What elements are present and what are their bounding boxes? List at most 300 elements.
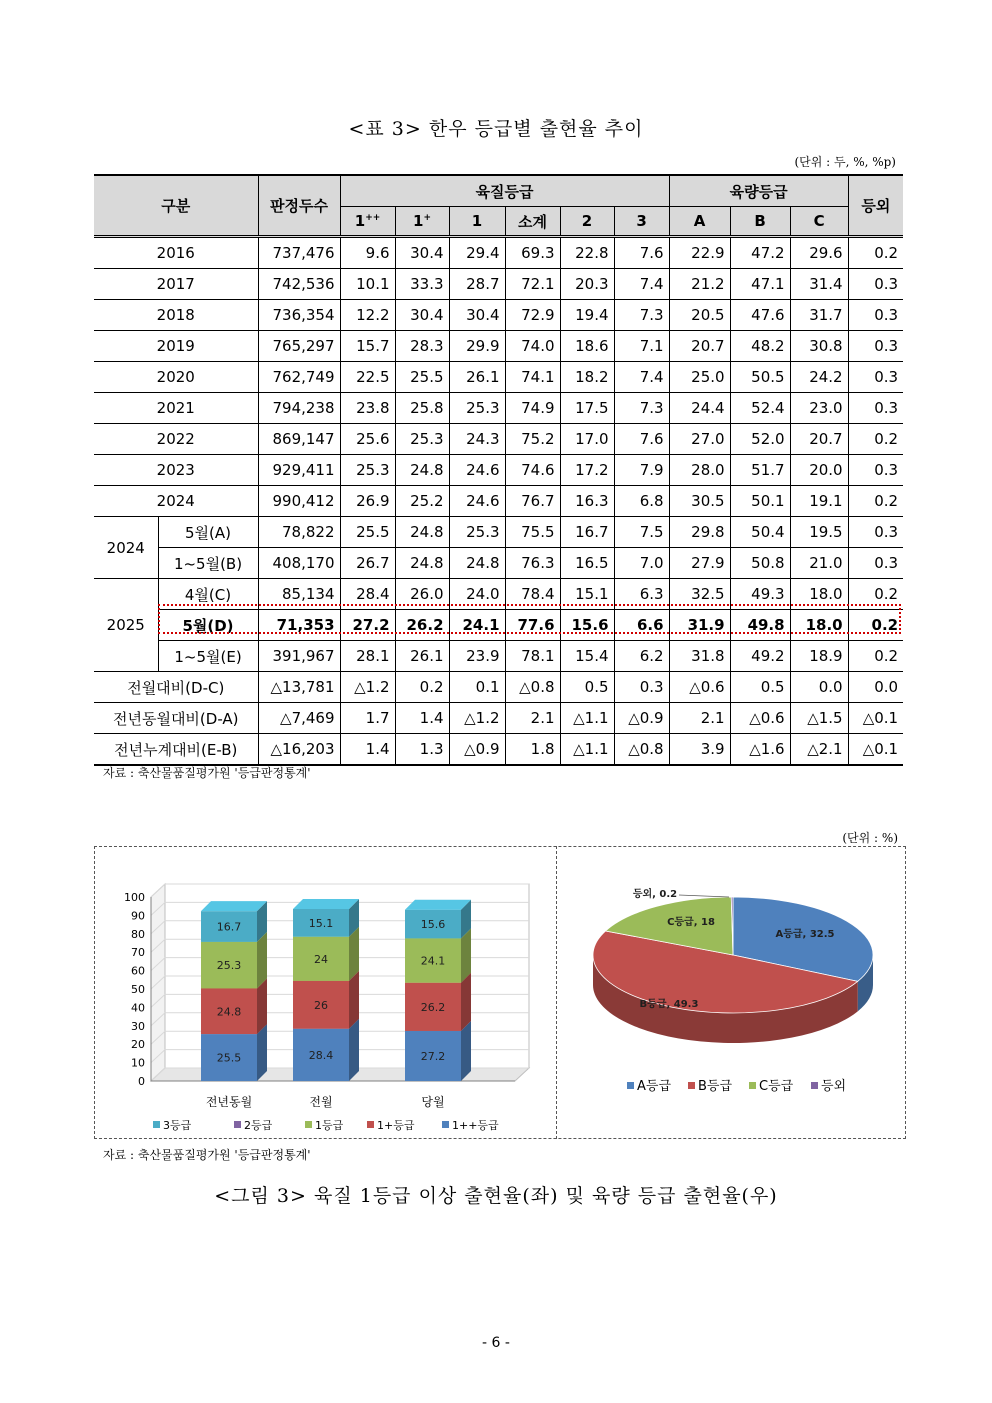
table-cell: 30.5 xyxy=(669,486,730,517)
table-cell: 25.0 xyxy=(669,362,730,393)
table-cell: 742,536 xyxy=(258,269,340,300)
bar-data-label: 25.3 xyxy=(216,959,242,973)
table-cell: 72.9 xyxy=(505,300,560,331)
table-cell: 26.9 xyxy=(340,486,395,517)
table-cell: 24.1 xyxy=(449,610,505,641)
table-cell: 0.2 xyxy=(848,486,903,517)
table-cell: 0.2 xyxy=(848,641,903,672)
table-cell: 25.2 xyxy=(395,486,449,517)
table-cell: 869,147 xyxy=(258,424,340,455)
table-cell: 17.5 xyxy=(560,393,614,424)
table-cell: △0.8 xyxy=(614,734,669,766)
pie-data-label: C등급, 18 xyxy=(667,917,715,928)
row-label: 4월(C) xyxy=(158,579,258,610)
table-cell: 9.6 xyxy=(340,237,395,269)
row-label: 2016 xyxy=(94,237,258,269)
table-cell: 3.9 xyxy=(669,734,730,766)
table-cell: 26.2 xyxy=(395,610,449,641)
row-label: 2019 xyxy=(94,331,258,362)
table-row xyxy=(94,548,903,579)
table-cell: △0.9 xyxy=(614,703,669,734)
legend-swatch xyxy=(442,1121,449,1128)
header-1pp: 1++ xyxy=(340,207,395,237)
table-cell: 18.2 xyxy=(560,362,614,393)
table-cell: 20.3 xyxy=(560,269,614,300)
x-category-label: 당월 xyxy=(421,1095,445,1109)
table-row xyxy=(94,517,903,548)
table-cell: 0.3 xyxy=(848,517,903,548)
y-tick-label: 0 xyxy=(138,1075,145,1088)
table-row xyxy=(94,331,903,362)
table-cell: 0.2 xyxy=(848,237,903,269)
table-cell: 10.1 xyxy=(340,269,395,300)
table-cell: 0.5 xyxy=(560,672,614,703)
row-label: 전년누계대비(E-B) xyxy=(94,734,258,766)
table-cell: 22.8 xyxy=(560,237,614,269)
table-cell: 78.4 xyxy=(505,579,560,610)
table-cell: 26.1 xyxy=(449,362,505,393)
table-cell: 7.4 xyxy=(614,362,669,393)
table-cell: 27.2 xyxy=(340,610,395,641)
legend-label: 등외 xyxy=(821,1079,847,1094)
table-cell: 16.7 xyxy=(560,517,614,548)
bar-segment-top xyxy=(293,899,359,909)
table-cell: 33.3 xyxy=(395,269,449,300)
table-cell: △0.8 xyxy=(505,672,560,703)
table-row xyxy=(94,734,903,766)
table-cell: 24.3 xyxy=(449,424,505,455)
y-tick-label: 20 xyxy=(131,1038,145,1052)
bar-segment-side xyxy=(257,1024,267,1081)
table-cell: 24.2 xyxy=(790,362,848,393)
row-label: 1~5월(B) xyxy=(158,548,258,579)
table-cell: 7.3 xyxy=(614,300,669,331)
table-cell: 31.7 xyxy=(790,300,848,331)
table-cell: 20.0 xyxy=(790,455,848,486)
table-cell: 408,170 xyxy=(258,548,340,579)
table-cell: 30.4 xyxy=(449,300,505,331)
figure-source: 자료 : 축산물품질평가원 '등급판정통계' xyxy=(103,1148,311,1162)
table-title: <표 3> 한우 등급별 출현율 추이 xyxy=(348,118,644,140)
table-cell: 24.4 xyxy=(669,393,730,424)
group-year: 2024 xyxy=(94,517,158,579)
table-cell: 0.3 xyxy=(848,331,903,362)
table-cell: 31.9 xyxy=(669,610,730,641)
table-cell: 28.0 xyxy=(669,455,730,486)
row-label: 전월대비(D-C) xyxy=(94,672,258,703)
table-cell: 7.6 xyxy=(614,237,669,269)
table-cell: 0.2 xyxy=(848,610,903,641)
table-cell: 0.0 xyxy=(848,672,903,703)
table-cell: 50.8 xyxy=(730,548,790,579)
table-cell: 25.5 xyxy=(340,517,395,548)
table-cell: 6.8 xyxy=(614,486,669,517)
table-cell: 18.6 xyxy=(560,331,614,362)
table-cell: 77.6 xyxy=(505,610,560,641)
figure-unit: (단위 : %) xyxy=(842,831,898,845)
table-cell: 26.0 xyxy=(395,579,449,610)
table-cell: 28.3 xyxy=(395,331,449,362)
legend-swatch xyxy=(688,1082,695,1089)
table-cell: 24.8 xyxy=(449,548,505,579)
bar-data-label: 15.1 xyxy=(308,916,334,930)
table-cell: 929,411 xyxy=(258,455,340,486)
y-tick-label: 70 xyxy=(131,946,145,960)
table-cell: 0.3 xyxy=(848,362,903,393)
table-cell: 24.8 xyxy=(395,517,449,548)
table-cell: 18.9 xyxy=(790,641,848,672)
table-cell: 0.3 xyxy=(848,455,903,486)
table-cell: 0.2 xyxy=(395,672,449,703)
table-cell: 0.3 xyxy=(848,300,903,331)
legend-label: 1등급 xyxy=(315,1119,344,1132)
table-cell: 76.3 xyxy=(505,548,560,579)
table-cell: 7.4 xyxy=(614,269,669,300)
table-cell: 29.6 xyxy=(790,237,848,269)
table-cell: 23.8 xyxy=(340,393,395,424)
pie-chart xyxy=(557,847,905,1138)
bar-data-label: 25.5 xyxy=(216,1051,242,1065)
table-cell: 20.5 xyxy=(669,300,730,331)
table-row xyxy=(94,455,903,486)
row-label: 2024 xyxy=(94,486,258,517)
table-cell: 12.2 xyxy=(340,300,395,331)
table-cell: 20.7 xyxy=(790,424,848,455)
table-cell: 0.0 xyxy=(790,672,848,703)
table-cell: 32.5 xyxy=(669,579,730,610)
bar-data-label: 26.2 xyxy=(420,1000,446,1014)
table-cell: 78,822 xyxy=(258,517,340,548)
table-source: 자료 : 축산물품질평가원 '등급판정통계' xyxy=(103,766,311,780)
header-2: 2 xyxy=(560,207,614,237)
y-tick-label: 40 xyxy=(131,1001,145,1015)
table-cell: 0.2 xyxy=(848,424,903,455)
table-cell: 78.1 xyxy=(505,641,560,672)
y-tick-label: 10 xyxy=(131,1056,145,1070)
header-meat-quality: 육질등급 xyxy=(340,175,669,207)
legend-label: 1+등급 xyxy=(377,1119,415,1132)
table-cell: 7.6 xyxy=(614,424,669,455)
table-cell: 75.5 xyxy=(505,517,560,548)
table-cell: 2.1 xyxy=(669,703,730,734)
table-cell: 23.0 xyxy=(790,393,848,424)
table-cell: 0.5 xyxy=(730,672,790,703)
table-cell: 27.9 xyxy=(669,548,730,579)
legend-swatch xyxy=(153,1121,160,1128)
table-row xyxy=(94,269,903,300)
table-cell: 1.3 xyxy=(395,734,449,766)
stacked-bar-chart xyxy=(95,847,555,1138)
table-row xyxy=(94,237,903,269)
table-cell: 52.4 xyxy=(730,393,790,424)
table-cell: 16.3 xyxy=(560,486,614,517)
table-cell: △0.1 xyxy=(848,734,903,766)
table-cell: 15.6 xyxy=(560,610,614,641)
table-cell: △1.1 xyxy=(560,703,614,734)
table-cell: 0.3 xyxy=(848,269,903,300)
table-cell: 28.4 xyxy=(340,579,395,610)
header-1: 1 xyxy=(449,207,505,237)
table-cell: 29.8 xyxy=(669,517,730,548)
row-label: 5월(A) xyxy=(158,517,258,548)
table-cell: 7.1 xyxy=(614,331,669,362)
table-unit: (단위 : 두, %, %p) xyxy=(794,155,896,169)
header-3: 3 xyxy=(614,207,669,237)
row-label: 2023 xyxy=(94,455,258,486)
bar-segment-side xyxy=(349,1019,359,1081)
table-cell: 30.4 xyxy=(395,300,449,331)
table-cell: 49.3 xyxy=(730,579,790,610)
row-label: 1~5월(E) xyxy=(158,641,258,672)
table-cell: 990,412 xyxy=(258,486,340,517)
pie-data-label: B등급, 49.3 xyxy=(639,999,699,1010)
table-cell: 25.6 xyxy=(340,424,395,455)
table-cell: 1.7 xyxy=(340,703,395,734)
row-label: 전년동월대비(D-A) xyxy=(94,703,258,734)
table-cell: 85,134 xyxy=(258,579,340,610)
legend-swatch xyxy=(749,1082,756,1089)
table-cell: 15.4 xyxy=(560,641,614,672)
table-cell: △1.5 xyxy=(790,703,848,734)
legend-swatch xyxy=(305,1121,312,1128)
table-cell: 6.6 xyxy=(614,610,669,641)
table-row xyxy=(94,610,903,641)
table-cell: 29.4 xyxy=(449,237,505,269)
table-cell: 6.3 xyxy=(614,579,669,610)
table-row xyxy=(94,486,903,517)
y-tick-label: 90 xyxy=(131,909,145,923)
table-cell: 49.8 xyxy=(730,610,790,641)
table-row xyxy=(94,424,903,455)
table-cell: △1.6 xyxy=(730,734,790,766)
table-cell: 794,238 xyxy=(258,393,340,424)
table-cell: 1.8 xyxy=(505,734,560,766)
table-cell: △1.2 xyxy=(340,672,395,703)
legend-swatch xyxy=(811,1082,818,1089)
pie-data-label: 등외, 0.2 xyxy=(632,889,678,900)
bar-data-label: 26 xyxy=(314,998,328,1012)
header-yield: 육량등급 xyxy=(669,175,848,207)
table-cell: 21.2 xyxy=(669,269,730,300)
table-cell: 28.7 xyxy=(449,269,505,300)
bar-segment-top xyxy=(405,900,471,910)
table-cell: 0.3 xyxy=(848,548,903,579)
bar-data-label: 16.7 xyxy=(216,920,242,934)
x-category-label: 전월 xyxy=(309,1095,333,1109)
table-cell: 27.0 xyxy=(669,424,730,455)
table-cell: 19.5 xyxy=(790,517,848,548)
table-cell: 29.9 xyxy=(449,331,505,362)
y-tick-label: 30 xyxy=(131,1019,145,1033)
table-row xyxy=(94,393,903,424)
table-cell: △2.1 xyxy=(790,734,848,766)
figure-title: <그림 3> 육질 1등급 이상 출현율(좌) 및 육량 등급 출현율(우) xyxy=(214,1185,778,1207)
bar-segment-side xyxy=(461,973,471,1031)
table-cell: 24.8 xyxy=(395,455,449,486)
group-year: 2025 xyxy=(94,579,158,672)
header-subtotal: 소계 xyxy=(505,207,560,237)
table-cell: 765,297 xyxy=(258,331,340,362)
table-cell: △13,781 xyxy=(258,672,340,703)
row-label: 2022 xyxy=(94,424,258,455)
header-grade-out: 등외 xyxy=(848,175,903,237)
table-cell: 31.8 xyxy=(669,641,730,672)
table-cell: 25.3 xyxy=(340,455,395,486)
legend-label: 2등급 xyxy=(244,1119,273,1132)
pie-data-label: A등급, 32.5 xyxy=(775,929,835,940)
table-cell: 23.9 xyxy=(449,641,505,672)
table-cell: 26.1 xyxy=(395,641,449,672)
legend-label: C등급 xyxy=(759,1079,794,1094)
table-cell: 74.9 xyxy=(505,393,560,424)
y-tick-label: 100 xyxy=(124,891,145,904)
table-cell: 76.7 xyxy=(505,486,560,517)
table-cell: 18.0 xyxy=(790,610,848,641)
table-cell: 30.8 xyxy=(790,331,848,362)
table-cell: 16.5 xyxy=(560,548,614,579)
y-tick-label: 50 xyxy=(131,983,145,996)
y-tick-label: 80 xyxy=(131,927,145,941)
table-cell: 22.9 xyxy=(669,237,730,269)
legend-label: B등급 xyxy=(698,1079,733,1094)
table-cell: 31.4 xyxy=(790,269,848,300)
bar-data-label: 15.6 xyxy=(420,918,446,932)
table-cell: 47.1 xyxy=(730,269,790,300)
table-cell: △1.1 xyxy=(560,734,614,766)
table-cell: 25.3 xyxy=(395,424,449,455)
table-cell: △0.9 xyxy=(449,734,505,766)
table-cell: 24.6 xyxy=(449,486,505,517)
table-cell: 28.1 xyxy=(340,641,395,672)
table-cell: 72.1 xyxy=(505,269,560,300)
table-cell: 15.1 xyxy=(560,579,614,610)
x-category-label: 전년동월 xyxy=(205,1095,253,1109)
row-label: 2017 xyxy=(94,269,258,300)
legend-swatch xyxy=(367,1121,374,1128)
table-cell: △0.6 xyxy=(730,703,790,734)
bar-data-label: 24 xyxy=(314,952,328,966)
grade-table xyxy=(94,174,903,766)
table-cell: 74.1 xyxy=(505,362,560,393)
leader-line xyxy=(679,895,729,897)
legend-swatch xyxy=(627,1082,634,1089)
legend-swatch xyxy=(234,1121,241,1128)
header-a: A xyxy=(669,207,730,237)
bar-segment-top xyxy=(201,901,267,911)
row-label: 5월(D) xyxy=(158,610,258,641)
table-row xyxy=(94,362,903,393)
table-cell: 25.5 xyxy=(395,362,449,393)
row-label: 2021 xyxy=(94,393,258,424)
bar-segment-side xyxy=(461,1021,471,1081)
table-cell: 30.4 xyxy=(395,237,449,269)
table-row xyxy=(94,579,903,610)
table-cell: 24.8 xyxy=(395,548,449,579)
table-cell: 26.7 xyxy=(340,548,395,579)
table-cell: 47.2 xyxy=(730,237,790,269)
table-cell: 391,967 xyxy=(258,641,340,672)
header-b: B xyxy=(730,207,790,237)
table-cell: 50.5 xyxy=(730,362,790,393)
table-cell: 51.7 xyxy=(730,455,790,486)
table-cell: △16,203 xyxy=(258,734,340,766)
table-cell: 7.9 xyxy=(614,455,669,486)
table-cell: 25.3 xyxy=(449,517,505,548)
header-count: 판정두수 xyxy=(258,175,340,237)
table-cell: 21.0 xyxy=(790,548,848,579)
table-cell: △0.6 xyxy=(669,672,730,703)
table-cell: 7.0 xyxy=(614,548,669,579)
table-cell: 15.7 xyxy=(340,331,395,362)
table-cell: 24.6 xyxy=(449,455,505,486)
table-cell: 17.0 xyxy=(560,424,614,455)
table-cell: 1.4 xyxy=(340,734,395,766)
table-cell: 7.3 xyxy=(614,393,669,424)
table-cell: 71,353 xyxy=(258,610,340,641)
table-cell: 47.6 xyxy=(730,300,790,331)
table-cell: △0.1 xyxy=(848,703,903,734)
table-cell: 18.0 xyxy=(790,579,848,610)
table-cell: 24.0 xyxy=(449,579,505,610)
table-cell: 0.2 xyxy=(848,579,903,610)
table-cell: 1.4 xyxy=(395,703,449,734)
table-cell: 0.3 xyxy=(614,672,669,703)
table-cell: 2.1 xyxy=(505,703,560,734)
header-category: 구분 xyxy=(94,175,258,237)
table-cell: 17.2 xyxy=(560,455,614,486)
table-cell: 6.2 xyxy=(614,641,669,672)
table-cell: 737,476 xyxy=(258,237,340,269)
table-row xyxy=(94,300,903,331)
bar-data-label: 24.8 xyxy=(216,1005,242,1019)
table-cell: 20.7 xyxy=(669,331,730,362)
row-label: 2018 xyxy=(94,300,258,331)
bar-data-label: 27.2 xyxy=(420,1049,446,1063)
bar-data-label: 24.1 xyxy=(420,954,446,968)
bar-segment-side xyxy=(349,971,359,1029)
table-cell: 52.0 xyxy=(730,424,790,455)
table-cell: 22.5 xyxy=(340,362,395,393)
legend-label: 3등급 xyxy=(163,1119,192,1132)
header-c: C xyxy=(790,207,848,237)
table-row xyxy=(94,672,903,703)
legend-label: A등급 xyxy=(637,1079,672,1094)
legend-label: 1++등급 xyxy=(452,1119,499,1132)
table-cell: 0.1 xyxy=(449,672,505,703)
table-cell: 75.2 xyxy=(505,424,560,455)
table-cell: 74.6 xyxy=(505,455,560,486)
bar-data-label: 28.4 xyxy=(308,1048,334,1062)
table-cell: 25.8 xyxy=(395,393,449,424)
table-cell: 50.1 xyxy=(730,486,790,517)
table-cell: 69.3 xyxy=(505,237,560,269)
table-cell: 19.4 xyxy=(560,300,614,331)
table-cell: △1.2 xyxy=(449,703,505,734)
table-cell: 762,749 xyxy=(258,362,340,393)
table-row xyxy=(94,641,903,672)
table-cell: 74.0 xyxy=(505,331,560,362)
table-cell: △7,469 xyxy=(258,703,340,734)
table-cell: 50.4 xyxy=(730,517,790,548)
table-cell: 48.2 xyxy=(730,331,790,362)
table-cell: 25.3 xyxy=(449,393,505,424)
table-cell: 0.3 xyxy=(848,393,903,424)
header-1p: 1+ xyxy=(395,207,449,237)
page-number: - 6 - xyxy=(482,1335,510,1351)
table-cell: 7.5 xyxy=(614,517,669,548)
table-cell: 19.1 xyxy=(790,486,848,517)
row-label: 2020 xyxy=(94,362,258,393)
